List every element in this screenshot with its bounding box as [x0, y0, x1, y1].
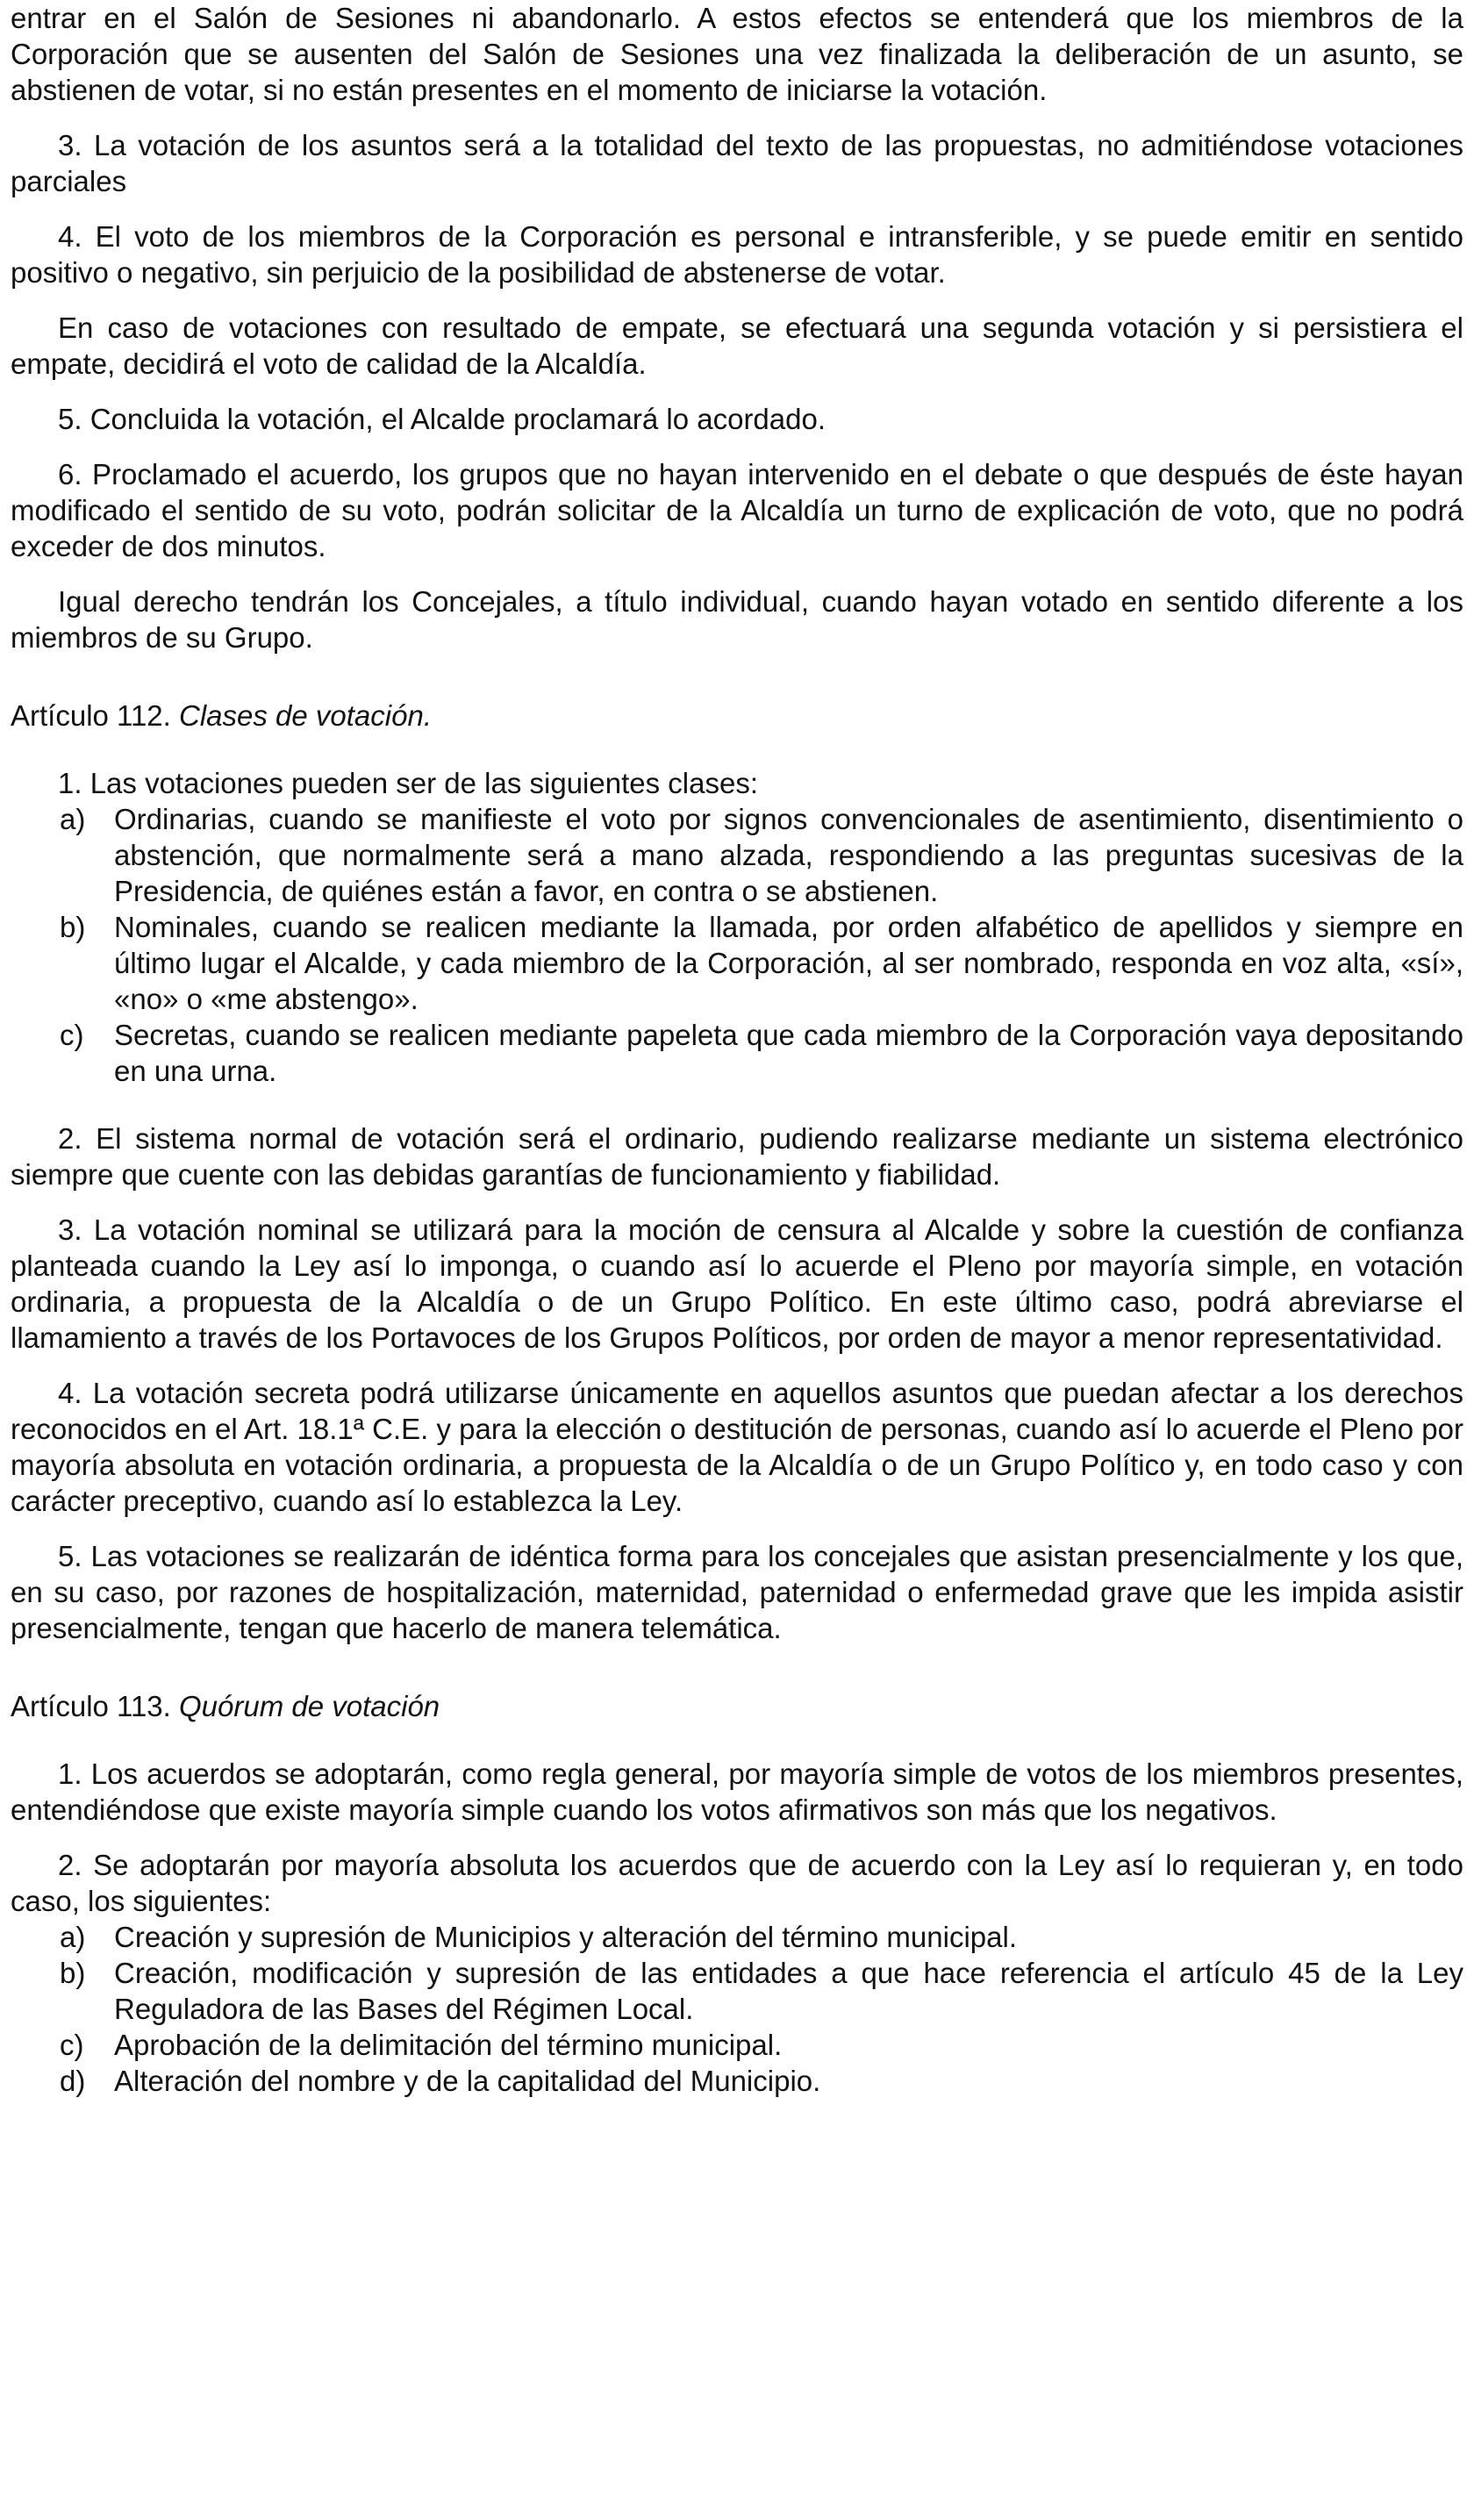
article-112-title: Clases de votación.	[179, 699, 432, 732]
list-item-text: Alteración del nombre y de la capitalidad del Municipio.	[114, 2065, 821, 2097]
list-item-text: Creación y supresión de Municipios y alteración del término municipal.	[114, 1921, 1017, 1953]
paragraph-5-concluida: 5. Concluida la votación, el Alcalde proclamará lo acordado.	[58, 403, 826, 435]
paragraph-empate: En caso de votaciones con resultado de empate, se efectuará una segunda votación y si persistiera el empate, decidirá el voto de calidad de la Alcaldía.	[11, 311, 1463, 380]
article-112-paragraph-2: 2. El sistema normal de votación será el ordinario, pudiendo realizarse mediante un sistema electrónico siempre que cuente con las debidas garantías de funcionamiento y fiabilidad.	[11, 1122, 1463, 1191]
list-item	[11, 1955, 1463, 2027]
article-113-heading	[11, 1688, 1463, 1724]
article-112-paragraph-5: 5. Las votaciones se realizarán de idéntica forma para los concejales que asistan presencialmente y los que, en su caso, por razones de hospitalización, maternidad, paternidad o enfermedad grave que les impida asistir presencialmente, tengan que hacerlo de manera telemática.	[11, 1540, 1463, 1644]
list-item-letter: c)	[60, 2029, 84, 2061]
article-112-intro: 1. Las votaciones pueden ser de las siguientes clases:	[58, 767, 758, 799]
list-item-text: Nominales, cuando se realicen mediante la llamada, por orden alfabético de apellidos y siempre en último lugar el Alcalde, y cada miembro de la Corporación, al ser nombrado, responda en voz alta, «sí», «no» o «me abstengo».	[114, 911, 1463, 1015]
list-item-letter: d)	[60, 2065, 86, 2097]
list-item-letter: a)	[60, 1921, 86, 1953]
list-item	[11, 801, 1463, 909]
list-item-text: Ordinarias, cuando se manifieste el voto por signos convencionales de asentimiento, disentimiento o abstención, que normalmente será a mano alzada, respondiendo a las preguntas sucesivas de la Presidencia, de quiénes están a favor, en contra o se abstienen.	[114, 803, 1463, 907]
list-item	[11, 1919, 1463, 1955]
list-item-text: Creación, modificación y supresión de las entidades a que hace referencia el artículo 45 de la Ley Reguladora de las Bases del Régimen Local.	[114, 1957, 1463, 2025]
article-112-paragraph-3: 3. La votación nominal se utilizará para la moción de censura al Alcalde y sobre la cuestión de confianza planteada cuando la Ley así lo imponga, o cuando así lo acuerde el Pleno por mayoría simple, en votación ordinaria, a propuesta de la Alcaldía o de un Grupo Político. En este último caso, podrá abreviarse el llamamiento a través de los Portavoces de los Grupos Políticos, por orden de mayor a menor representatividad.	[11, 1213, 1463, 1354]
list-item	[11, 1017, 1463, 1089]
document-page	[11, 0, 1463, 2099]
article-113-paragraph-2: 2. Se adoptarán por mayoría absoluta los acuerdos que de acuerdo con la Ley así lo requieran y, en todo caso, los siguientes:	[11, 1849, 1463, 1917]
article-112-heading	[11, 698, 1463, 734]
article-113-label: Artículo 113.	[11, 1690, 171, 1722]
paragraph-4-voto-personal: 4. El voto de los miembros de la Corporación es personal e intransferible, y se puede emitir en sentido positivo o negativo, sin perjuicio de la posibilidad de abstenerse de votar.	[11, 220, 1463, 289]
article-112-paragraph-4: 4. La votación secreta podrá utilizarse únicamente en aquellos asuntos que puedan afectar a los derechos reconocidos en el Art. 18.1ª C.E. y para la elección o destitución de personas, cuando así lo acuerde el Pleno por mayoría absoluta en votación ordinaria, a propuesta de la Alcaldía o de un Grupo Político y, en todo caso y con carácter preceptivo, cuando así lo establezca la Ley.	[11, 1377, 1463, 1517]
list-item	[11, 909, 1463, 1017]
list-item	[11, 2027, 1463, 2063]
list-item-letter: a)	[60, 803, 86, 835]
article-113-paragraph-1: 1. Los acuerdos se adoptarán, como regla general, por mayoría simple de votos de los miembros presentes, entendiéndose que existe mayoría simple cuando los votos afirmativos son más que los negativos.	[11, 1758, 1463, 1826]
paragraph-igual-derecho: Igual derecho tendrán los Concejales, a título individual, cuando hayan votado en sentido diferente a los miembros de su Grupo.	[11, 585, 1463, 654]
list-item-letter: b)	[60, 911, 86, 943]
list-item-letter: b)	[60, 1957, 86, 1989]
list-item-text: Secretas, cuando se realicen mediante papeleta que cada miembro de la Corporación vaya depositando en una urna.	[114, 1019, 1463, 1087]
article-113-list	[11, 1919, 1463, 2099]
article-112-list	[11, 801, 1463, 1089]
list-item-text: Aprobación de la delimitación del término municipal.	[114, 2029, 783, 2061]
paragraph-continuation: entrar en el Salón de Sesiones ni abandonarlo. A estos efectos se entenderá que los miembros de la Corporación que se ausenten del Salón de Sesiones una vez finalizada la deliberación de un asunto, se abstienen de votar, si no están presentes en el momento de iniciarse la votación.	[11, 2, 1463, 106]
paragraph-6-proclamado: 6. Proclamado el acuerdo, los grupos que no hayan intervenido en el debate o que después de éste hayan modificado el sentido de su voto, podrán solicitar de la Alcaldía un turno de explicación de voto, que no podrá exceder de dos minutos.	[11, 458, 1463, 562]
list-item	[11, 2063, 1463, 2099]
list-item-letter: c)	[60, 1019, 84, 1051]
paragraph-3-votacion-totalidad: 3. La votación de los asuntos será a la totalidad del texto de las propuestas, no admitiéndose votaciones parciales	[11, 129, 1463, 197]
article-112-label: Artículo 112.	[11, 699, 171, 732]
article-113-title: Quórum de votación	[179, 1690, 440, 1722]
